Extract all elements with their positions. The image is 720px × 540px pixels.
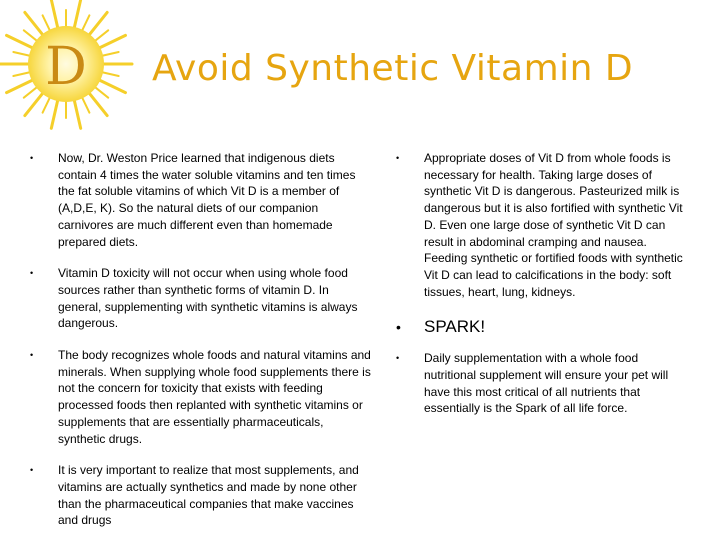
sun-ray	[43, 15, 51, 31]
sun-ray	[74, 99, 81, 128]
bullet-dot: •	[396, 319, 401, 336]
list-item	[28, 462, 373, 529]
sun-ray	[94, 30, 108, 41]
sun-ray	[13, 52, 31, 56]
list-item	[28, 150, 373, 250]
sun-ray	[82, 96, 90, 112]
sun-ray	[98, 80, 125, 93]
sun-ray	[74, 0, 81, 29]
list-item	[28, 265, 373, 332]
sun-ray	[24, 30, 38, 41]
sun-ray	[98, 35, 125, 48]
bullet-dot: •	[30, 465, 34, 476]
bullet-text: The body recognizes whole foods and natural vitamins and minerals. When supplying whole food supplements there is not the concern for toxicity that exists with feeding processed foods then replanted with synthetic vitamins or supplements that are essentially pharmaceuticals, synthetic drugs.	[58, 348, 371, 446]
left-bullet-list	[28, 150, 373, 529]
list-item	[392, 150, 692, 300]
list-item	[392, 350, 692, 417]
sun-ray	[51, 0, 58, 29]
bullet-dot: •	[30, 350, 34, 361]
bullet-dot: •	[30, 153, 34, 163]
logo-letter: D	[45, 37, 87, 97]
sun-ray	[51, 99, 58, 128]
list-item	[28, 347, 373, 447]
bullet-text: Daily supplementation with a whole food nutritional supplement will ensure your pet will have this most critical of all nutrients that essentially is the Spark of all life force.	[424, 351, 669, 416]
bullet-dot: •	[30, 268, 34, 279]
bullet-dot: •	[396, 353, 400, 364]
sun-ray	[101, 52, 119, 56]
sun-ray	[13, 72, 31, 76]
bullet-text: Appropriate doses of Vit D from whole foods is necessary for health. Taking large doses of synthetic Vit D is dangerous. Pasteurized milk is dangerous but it is also fortified with synthetic Vit D. Even one large dose of synthetic Vit D can result in abdominal cramping and nausea. Feeding synthetic or fortified foods with synthetic Vit D can lead to calcifications in the body: soft tissues, heart, lung, kidneys.	[424, 151, 683, 299]
slide-title: Avoid Synthetic Vitamin D	[152, 48, 634, 89]
right-bullet-list	[392, 150, 692, 417]
sun-logo	[0, 0, 135, 135]
bullet-text: It is very important to realize that most supplements, and vitamins are actually synthetics and made by none other than the pharmaceutical companies that make vaccines and drugs	[58, 463, 359, 528]
sun-ray	[24, 86, 38, 97]
bullet-text: Vitamin D toxicity will not occur when using whole food sources rather than synthetic forms of vitamin D. In general, supplementing with synthetic vitamins is always dangerous.	[58, 266, 358, 331]
list-item	[392, 316, 692, 338]
bullet-dot: •	[396, 153, 400, 163]
bullet-text: Now, Dr. Weston Price learned that indigenous diets contain 4 times the water soluble vitamins and ten times the fat soluble vitamins of which Vit D is a member of (A,D,E, K). So the natural diets of our companion carnivores are much different even than homemade prepared diets.	[58, 151, 356, 249]
spark-heading: SPARK!	[424, 317, 486, 337]
sun-ray	[7, 35, 34, 48]
sun-ray	[43, 96, 51, 112]
sun-ray	[101, 72, 119, 76]
sun-ray	[82, 15, 90, 31]
sun-ray	[94, 86, 108, 97]
sun-ray	[7, 80, 34, 93]
